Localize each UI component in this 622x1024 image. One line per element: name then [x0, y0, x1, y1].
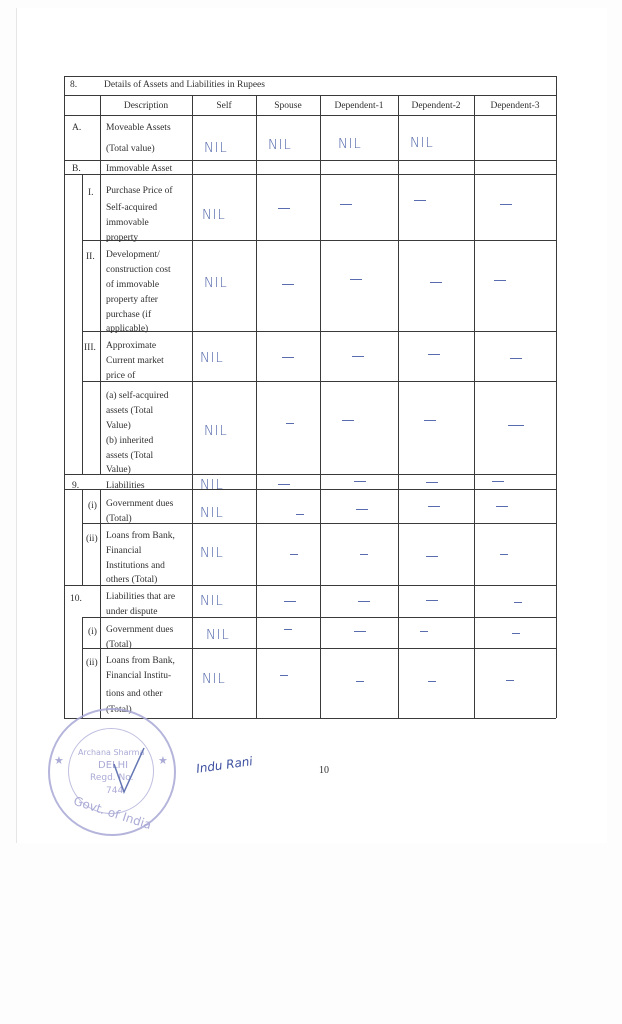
row-b2-line-5: purchase (if	[106, 310, 152, 320]
header-spouse: Spouse	[274, 101, 302, 111]
row-b2-line-4: property after	[106, 295, 158, 305]
row-9ii-self-value: NIL	[200, 546, 224, 561]
row-9-self-value: NIL	[200, 478, 224, 493]
row-b4-line-1: (a) self-acquired	[106, 391, 169, 401]
row-10i-self-value: NIL	[206, 628, 230, 643]
row-9i-dependent-3-dash	[496, 506, 508, 507]
row-b4-line-2: assets (Total	[106, 406, 154, 416]
row-b1-self-value: NIL	[202, 208, 226, 223]
row-b2-spouse-dash	[282, 284, 294, 285]
row-a-self-value: NIL	[204, 141, 228, 156]
row-10ii-number: (ii)	[86, 658, 98, 668]
row-9-number: 9.	[72, 481, 80, 491]
row-b4-line-3: Value)	[106, 421, 131, 431]
row-b4-spouse-dash	[286, 423, 294, 424]
row-10ii-line-4: (Total)	[106, 705, 132, 715]
row-9ii-number: (ii)	[86, 534, 98, 544]
header-dependent-3: Dependent-3	[490, 101, 540, 111]
seal-star-right-icon: ★	[158, 754, 168, 767]
seal-text-regd: Regd. No.	[90, 773, 134, 783]
row-9i-dependent-2-dash	[428, 506, 440, 507]
row-b2-line-1: Development/	[106, 250, 160, 260]
row-b1-number: I.	[88, 188, 94, 198]
row-a-dependent-1-value: NIL	[338, 137, 362, 152]
row-9ii-spouse-dash	[290, 554, 298, 555]
seal-star-left-icon: ★	[54, 754, 64, 767]
row-b3-spouse-dash	[282, 357, 294, 358]
row-b3-number: III.	[84, 343, 96, 353]
row-10-dependent-3-dash	[514, 602, 522, 603]
initials-mark-icon	[110, 744, 150, 804]
row-10ii-self-value: NIL	[202, 672, 226, 687]
row-10-spouse-dash	[284, 601, 296, 602]
row-b4-dependent-2-dash	[424, 420, 436, 421]
row-9ii-dependent-2-dash	[426, 556, 438, 557]
row-b4-line-5: assets (Total	[106, 451, 154, 461]
row-10-line-2: under dispute	[106, 607, 158, 617]
row-10i-number: (i)	[88, 627, 97, 637]
seal-text-city: DELHI	[98, 760, 129, 771]
row-9ii-dependent-1-dash	[360, 554, 368, 555]
row-10ii-line-2: Financial Institu-	[106, 671, 172, 681]
row-10ii-line-3: tions and other	[106, 689, 163, 699]
row-a-label: Moveable Assets	[106, 123, 171, 133]
row-b3-self-value: NIL	[200, 351, 224, 366]
signature: Indu Rani	[195, 754, 254, 776]
row-10ii-dependent-1-dash	[356, 681, 364, 682]
row-10-dependent-1-dash	[358, 601, 370, 602]
row-b2-line-6: applicable)	[106, 324, 149, 334]
section-number: 8.	[70, 80, 78, 90]
row-10i-line-2: (Total)	[106, 640, 132, 650]
row-b-label: Immovable Asset	[106, 164, 173, 174]
row-9-dependent-1-dash	[354, 481, 366, 482]
row-9-spouse-dash	[278, 484, 290, 485]
row-b2-line-3: of immovable	[106, 280, 160, 290]
row-b3-dependent-2-dash	[428, 354, 440, 355]
row-9ii-line-2: Financial	[106, 546, 142, 556]
row-a-dependent-2-value: NIL	[410, 136, 434, 151]
row-10-line-1: Liabilities that are	[106, 592, 176, 602]
header-dependent-1: Dependent-1	[334, 101, 384, 111]
row-b4-dependent-3-dash	[508, 425, 524, 426]
row-b1-dependent-1-dash	[340, 204, 352, 205]
row-b2-dependent-1-dash	[350, 279, 362, 280]
row-b4-line-6: Value)	[106, 465, 131, 475]
assets-liabilities-table	[64, 68, 556, 718]
row-b-number: B.	[72, 164, 81, 174]
row-10i-dependent-2-dash	[420, 631, 428, 632]
official-seal-stamp	[48, 708, 176, 836]
row-10ii-spouse-dash	[280, 675, 288, 676]
row-b1-line-2: Self-acquired	[106, 203, 158, 213]
row-10ii-dependent-2-dash	[428, 681, 436, 682]
header-dependent-2: Dependent-2	[411, 101, 461, 111]
row-9i-spouse-dash	[296, 514, 304, 515]
row-b3-line-1: Approximate	[106, 341, 157, 351]
row-10i-spouse-dash	[284, 629, 292, 630]
row-b2-number: II.	[86, 252, 95, 262]
section-title: Details of Assets and Liabilities in Rupees	[104, 80, 265, 90]
row-a-sublabel: (Total value)	[106, 144, 155, 154]
row-b3-dependent-1-dash	[352, 356, 364, 357]
row-a-spouse-value: NIL	[268, 138, 292, 153]
row-b2-dependent-2-dash	[430, 282, 442, 283]
row-10-number: 10.	[70, 594, 82, 604]
header-description: Description	[123, 101, 169, 111]
row-b1-dependent-2-dash	[414, 200, 426, 201]
row-b1-line-1: Purchase Price of	[106, 186, 173, 196]
row-9i-line-2: (Total)	[106, 514, 132, 524]
row-10i-line-1: Government dues	[106, 625, 174, 635]
row-9ii-line-1: Loans from Bank,	[106, 531, 175, 541]
row-9ii-dependent-3-dash	[500, 554, 508, 555]
row-9i-dependent-1-dash	[356, 509, 368, 510]
row-b4-dependent-1-dash	[342, 420, 354, 421]
row-9i-self-value: NIL	[200, 506, 224, 521]
page-number: 10	[319, 765, 329, 776]
row-9ii-line-4: others (Total)	[106, 575, 158, 585]
row-b1-spouse-dash	[278, 208, 290, 209]
row-10ii-dependent-3-dash	[506, 680, 514, 681]
row-b2-line-2: construction cost	[106, 265, 171, 275]
header-self: Self	[216, 101, 232, 111]
row-10ii-line-1: Loans from Bank,	[106, 656, 175, 666]
row-b1-line-3: immovable	[106, 218, 149, 228]
row-10-dependent-2-dash	[426, 600, 438, 601]
row-b4-self-value: NIL	[204, 424, 228, 439]
seal-ring-text: Govt. of India	[71, 793, 154, 833]
row-9-dependent-3-dash	[492, 481, 504, 482]
row-b4-line-4: (b) inherited	[106, 436, 154, 446]
seal-text-number: 744	[106, 786, 124, 796]
seal-text-name: Archana Sharma	[78, 748, 145, 757]
row-b3-line-3: price of	[106, 371, 136, 381]
row-10i-dependent-1-dash	[354, 631, 366, 632]
row-b3-line-2: Current market	[106, 356, 164, 366]
row-b1-line-4: property	[106, 233, 139, 243]
row-9i-number: (i)	[88, 501, 97, 511]
row-10-self-value: NIL	[200, 594, 224, 609]
row-b2-self-value: NIL	[204, 276, 228, 291]
row-b3-dependent-3-dash	[510, 358, 522, 359]
row-a-number: A.	[72, 123, 82, 133]
row-9ii-line-3: Institutions and	[106, 561, 165, 571]
row-10i-dependent-3-dash	[512, 633, 520, 634]
row-9i-line-1: Government dues	[106, 499, 174, 509]
row-9-label: Liabilities	[106, 481, 145, 491]
row-b1-dependent-3-dash	[500, 204, 512, 205]
row-9-dependent-2-dash	[426, 482, 438, 483]
row-b2-dependent-3-dash	[494, 280, 506, 281]
